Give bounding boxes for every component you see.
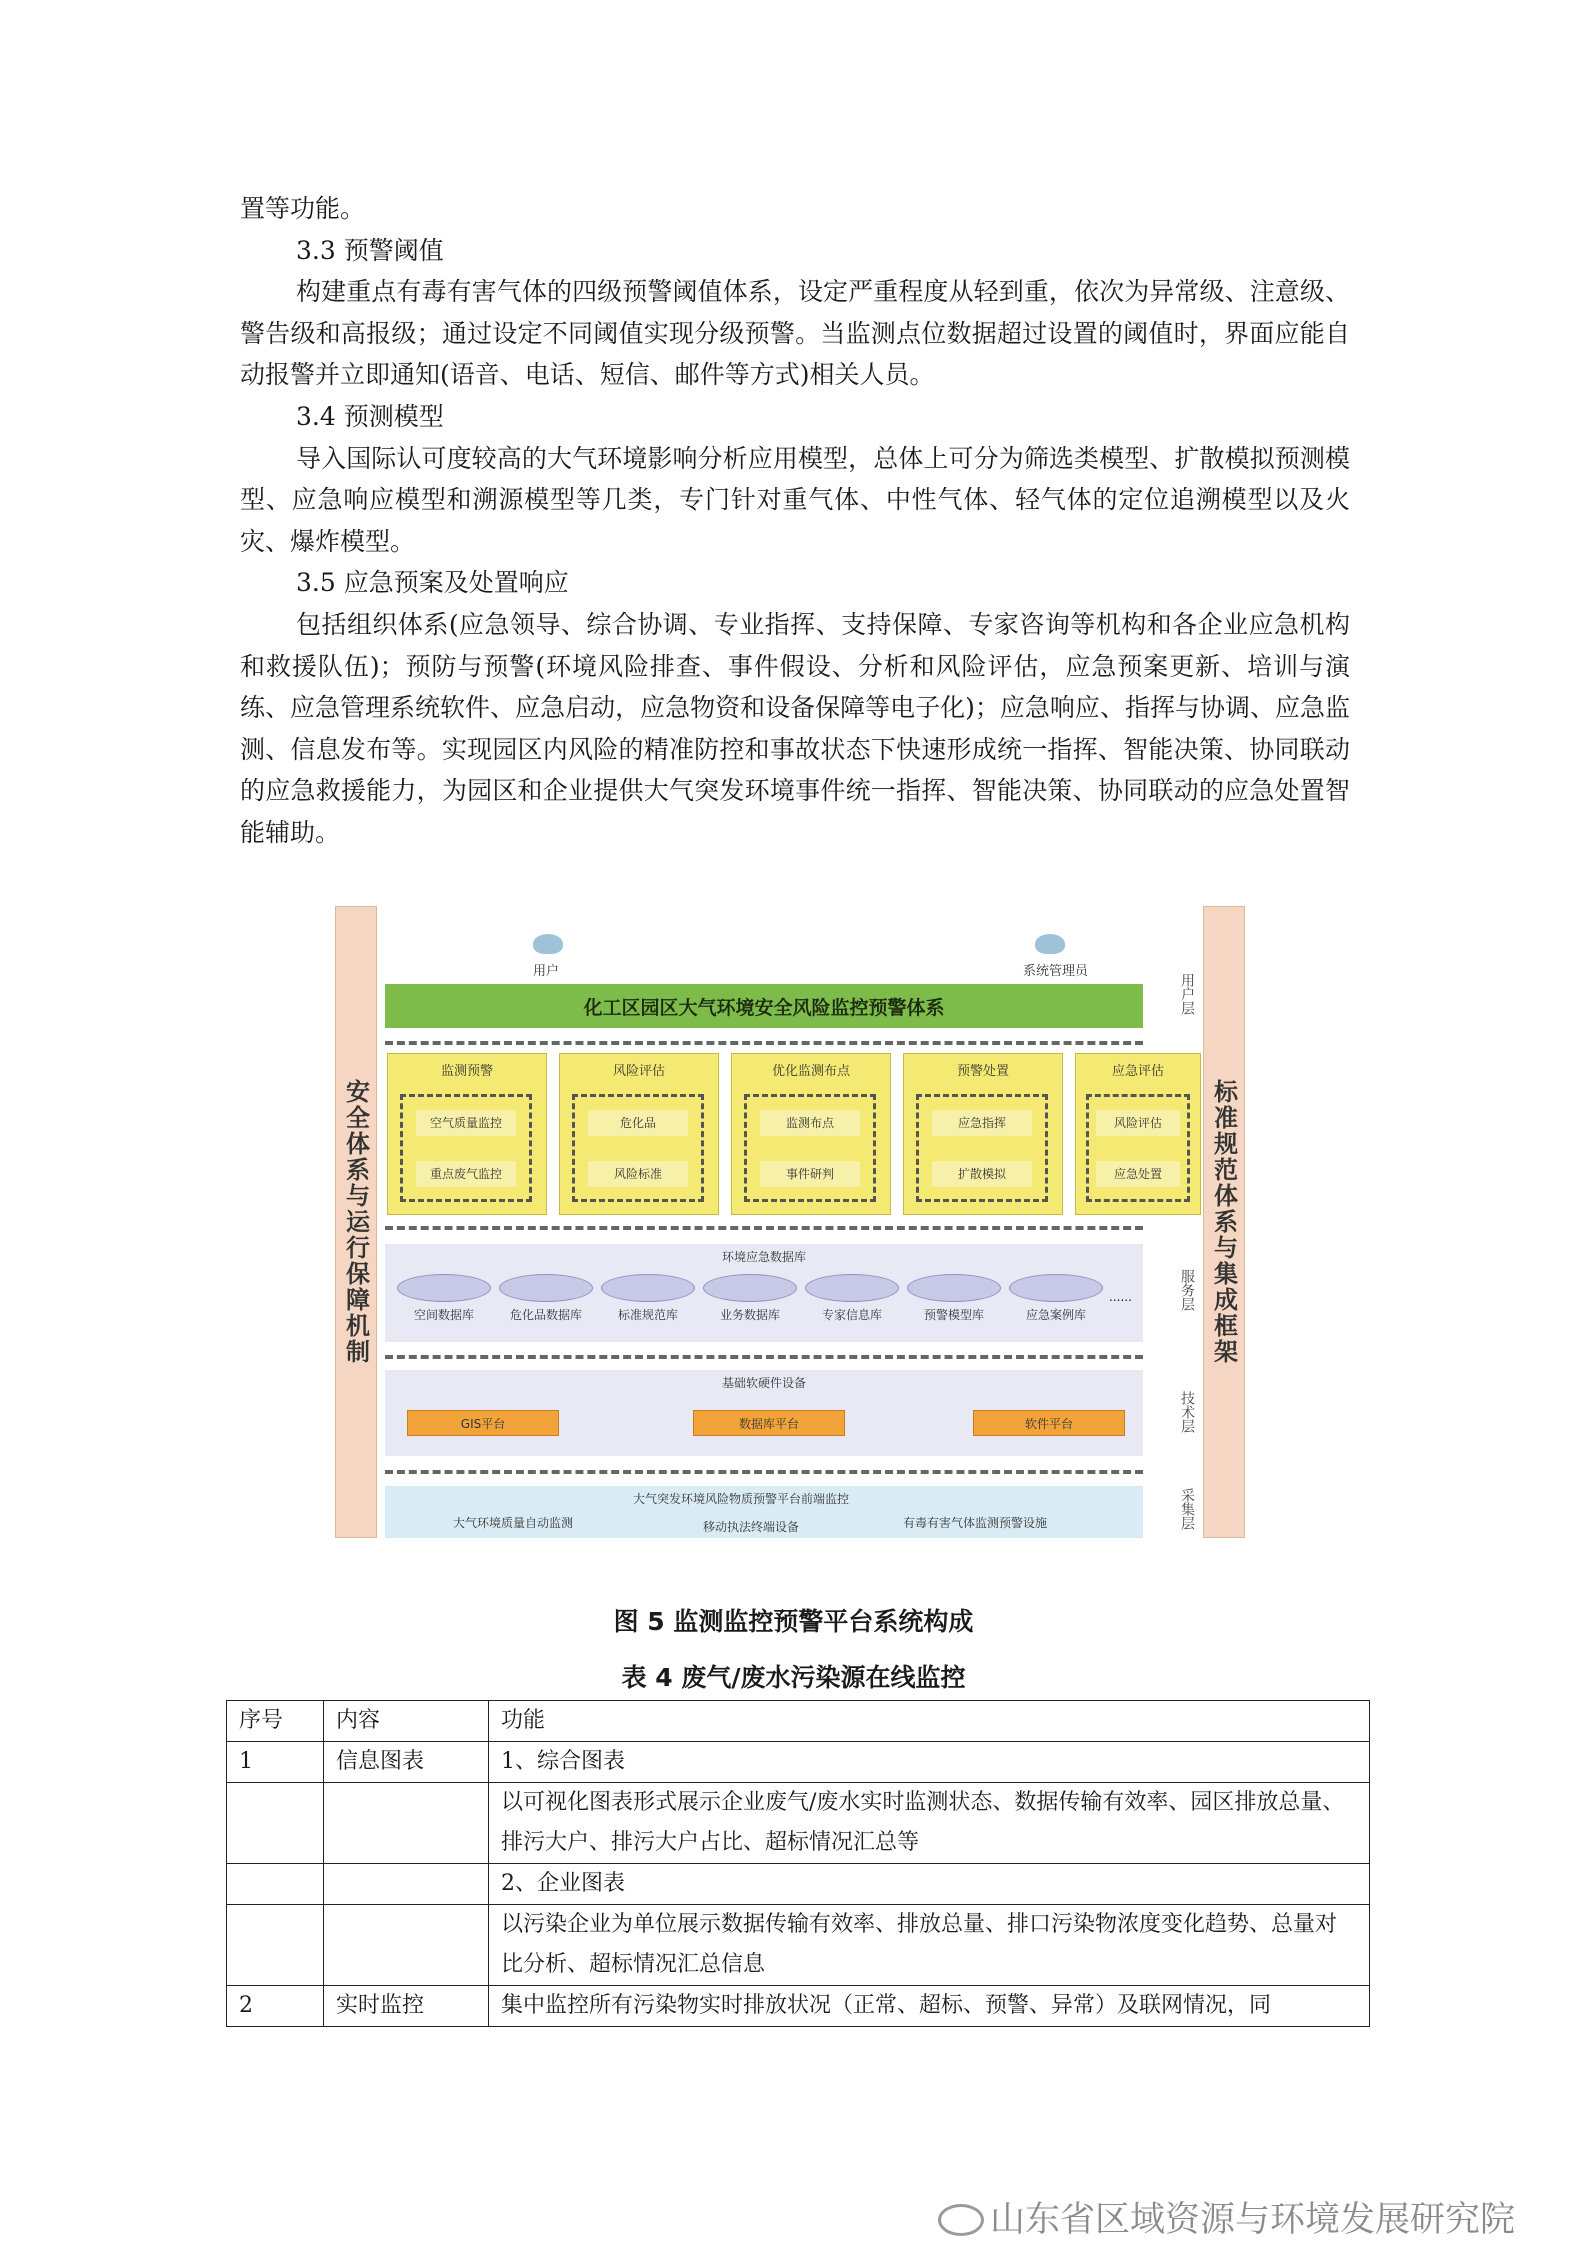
paragraph: 导入国际认可度较高的大气环境影响分析应用模型，总体上可分为筛选类模型、扩散模拟预测模型、应急响应模型和溯源模型等几类，专门针对重气体、中性气体、轻气体的定位追溯模型以及火灾、爆炸模型。: [240, 443, 1350, 556]
database-label: 空间数据库: [413, 1308, 474, 1322]
app-module-items: [1086, 1094, 1190, 1202]
table-cell: 信息图表: [324, 1742, 489, 1783]
service-layer-title: 环境应急数据库: [721, 1250, 806, 1264]
service-layer-panel: [385, 1244, 1143, 1342]
app-item: 空气质量监控: [416, 1110, 516, 1136]
paragraph: 包括组织体系(应急领导、综合协调、专业指挥、支持保障、专家咨询等机构和各企业应急机构和救援队伍)；预防与预警(环境风险排查、事件假设、分析和风险评估，应急预案更新、培训与演练、应急管理系统软件、应急启动，应急物资和设备保障等电子化)；应急响应、指挥与协调、应急监测、信息发布等。实现园区内风险的精准防控和事故状态下快速形成统一指挥、智能决策、协同联动的应急救援能力，为园区和企业提供大气突发环境事件统一指挥、智能决策、协同联动的应急处置智能辅助。: [240, 609, 1350, 847]
app-item: 事件研判: [760, 1161, 860, 1187]
table-cell: 1: [227, 1742, 324, 1783]
tech-item: 软件平台: [973, 1410, 1125, 1436]
database-label: 业务数据库: [719, 1308, 780, 1322]
collection-right-label: 有毒有害气体监测预警设施: [903, 1516, 1048, 1530]
admin-label: 系统管理员: [1023, 964, 1089, 979]
divider: [385, 1355, 1143, 1359]
app-module: [731, 1053, 891, 1215]
app-module-items: [572, 1094, 704, 1202]
database-icon: [703, 1274, 797, 1302]
app-item: 应急指挥: [932, 1110, 1032, 1136]
collection-middle-label: 移动执法终端设备: [703, 1520, 800, 1534]
layer-label-tech: 技术层: [1179, 1391, 1195, 1433]
body-text: [240, 188, 1350, 854]
database-icon: [499, 1274, 593, 1302]
layer-label-user: 用户层: [1179, 973, 1195, 1015]
database-label: 专家信息库: [821, 1308, 882, 1322]
tech-layer-panel: [385, 1370, 1143, 1456]
table-cell: [324, 1905, 489, 1986]
section-heading: 3.4 预测模型: [296, 401, 444, 431]
table-row: [227, 1905, 1370, 1986]
layer-label-service: 服务层: [1179, 1269, 1195, 1311]
table-cell: 1、综合图表: [489, 1742, 1370, 1783]
app-module-items: [400, 1094, 532, 1202]
tech-item: GIS平台: [407, 1410, 559, 1436]
collection-left-label: 大气环境质量自动监测: [453, 1516, 574, 1530]
database-icon: [601, 1274, 695, 1302]
table-row: [227, 1864, 1370, 1905]
right-side-bar: [1203, 906, 1245, 1538]
table-cell: [227, 1783, 324, 1864]
right-side-bar-label: 标准规范体系与集成框架: [1209, 1079, 1238, 1365]
app-module: [387, 1053, 547, 1215]
database-icon: [397, 1274, 491, 1302]
left-side-bar-label: 安全体系与运行保障机制: [341, 1079, 370, 1365]
database: [1009, 1274, 1103, 1330]
table-cell: [324, 1783, 489, 1864]
system-architecture-diagram: [335, 900, 1245, 1540]
app-module-items: [916, 1094, 1048, 1202]
database: [703, 1274, 797, 1330]
database-icon: [805, 1274, 899, 1302]
layer-label-collect: 采集层: [1179, 1488, 1195, 1530]
app-item: 重点废气监控: [416, 1161, 516, 1187]
paragraph: 构建重点有毒有害气体的四级预警阈值体系，设定严重程度从轻到重，依次为异常级、注意级、警告级和高报级；通过设定不同阈值实现分级预警。当监测点位数据超过设置的阈值时，界面应能自动报警并立即通知(语音、电话、短信、邮件等方式)相关人员。: [240, 277, 1350, 390]
wechat-icon: [938, 2204, 984, 2236]
table-cell: 2: [227, 1986, 324, 2027]
user-label: 用户: [533, 964, 560, 979]
ellipsis: ......: [1109, 1290, 1132, 1304]
app-module-title: 应急评估: [1111, 1064, 1164, 1079]
admin-icon: [1035, 934, 1065, 954]
header-cell: 序号: [227, 1701, 324, 1742]
collection-layer-panel: [385, 1486, 1143, 1538]
database-label: 预警模型库: [923, 1308, 984, 1322]
database: [805, 1274, 899, 1330]
app-module-items: [744, 1094, 876, 1202]
database: [499, 1274, 593, 1330]
app-item: 扩散模拟: [932, 1161, 1032, 1187]
divider: [385, 1041, 1143, 1045]
app-item: 应急处置: [1096, 1161, 1180, 1187]
database-label: 应急案例库: [1025, 1308, 1086, 1322]
app-module: [903, 1053, 1063, 1215]
header-cell: 内容: [324, 1701, 489, 1742]
table-cell: [227, 1864, 324, 1905]
app-item: 危化品: [588, 1110, 688, 1136]
database-icon: [907, 1274, 1001, 1302]
divider: [385, 1226, 1143, 1230]
app-item: 风险标准: [588, 1161, 688, 1187]
table-cell: [324, 1864, 489, 1905]
database: [907, 1274, 1001, 1330]
table-cell: 集中监控所有污染物实时排放状况（正常、超标、预警、异常）及联网情况，同: [489, 1986, 1370, 2027]
table-cell: 2、企业图表: [489, 1864, 1370, 1905]
figure-caption: 图 5 监测监控预警平台系统构成: [613, 1607, 974, 1636]
database: [601, 1274, 695, 1330]
user-icon: [533, 934, 563, 954]
app-module-title: 优化监测布点: [771, 1064, 850, 1079]
app-item: 风险评估: [1096, 1110, 1180, 1136]
app-module-title: 监测预警: [440, 1064, 493, 1079]
table-row: [227, 1783, 1370, 1864]
monitoring-table: [226, 1700, 1370, 2027]
section-heading: 3.5 应急预案及处置响应: [296, 568, 569, 598]
database-icon: [1009, 1274, 1103, 1302]
table-cell: 实时监控: [324, 1986, 489, 2027]
system-title-bar: 化工区园区大气环境安全风险监控预警体系: [385, 984, 1143, 1028]
table-row: [227, 1742, 1370, 1783]
database-label: 标准规范库: [617, 1308, 678, 1322]
collection-top-label: 大气突发环境风险物质预警平台前端监控: [633, 1492, 850, 1506]
left-side-bar: [335, 906, 377, 1538]
header-cell: 功能: [489, 1701, 1370, 1742]
paragraph: 置等功能。: [240, 194, 366, 223]
table-caption: 表 4 废气/废水污染源在线监控: [621, 1663, 966, 1692]
watermark: 山东省区域资源与环境发展研究院: [990, 2200, 1516, 2240]
divider: [385, 1470, 1143, 1474]
app-module-title: 预警处置: [956, 1064, 1009, 1079]
app-item: 监测布点: [760, 1110, 860, 1136]
database-label: 危化品数据库: [509, 1308, 582, 1322]
tech-item: 数据库平台: [693, 1410, 845, 1436]
section-heading: 3.3 预警阈值: [296, 235, 444, 265]
table-row: [227, 1986, 1370, 2027]
table-cell: 以可视化图表形式展示企业废气/废水实时监测状态、数据传输有效率、园区排放总量、排污大户、排污大户占比、超标情况汇总等: [489, 1783, 1370, 1864]
database: [397, 1274, 491, 1330]
app-module-title: 风险评估: [612, 1064, 665, 1079]
app-module: [1075, 1053, 1201, 1215]
table-cell: [227, 1905, 324, 1986]
table-header-row: [227, 1701, 1370, 1742]
app-module: [559, 1053, 719, 1215]
table-cell: 以污染企业为单位展示数据传输有效率、排放总量、排口污染物浓度变化趋势、总量对比分析、超标情况汇总信息: [489, 1905, 1370, 1986]
tech-layer-title: 基础软硬件设备: [721, 1376, 806, 1390]
